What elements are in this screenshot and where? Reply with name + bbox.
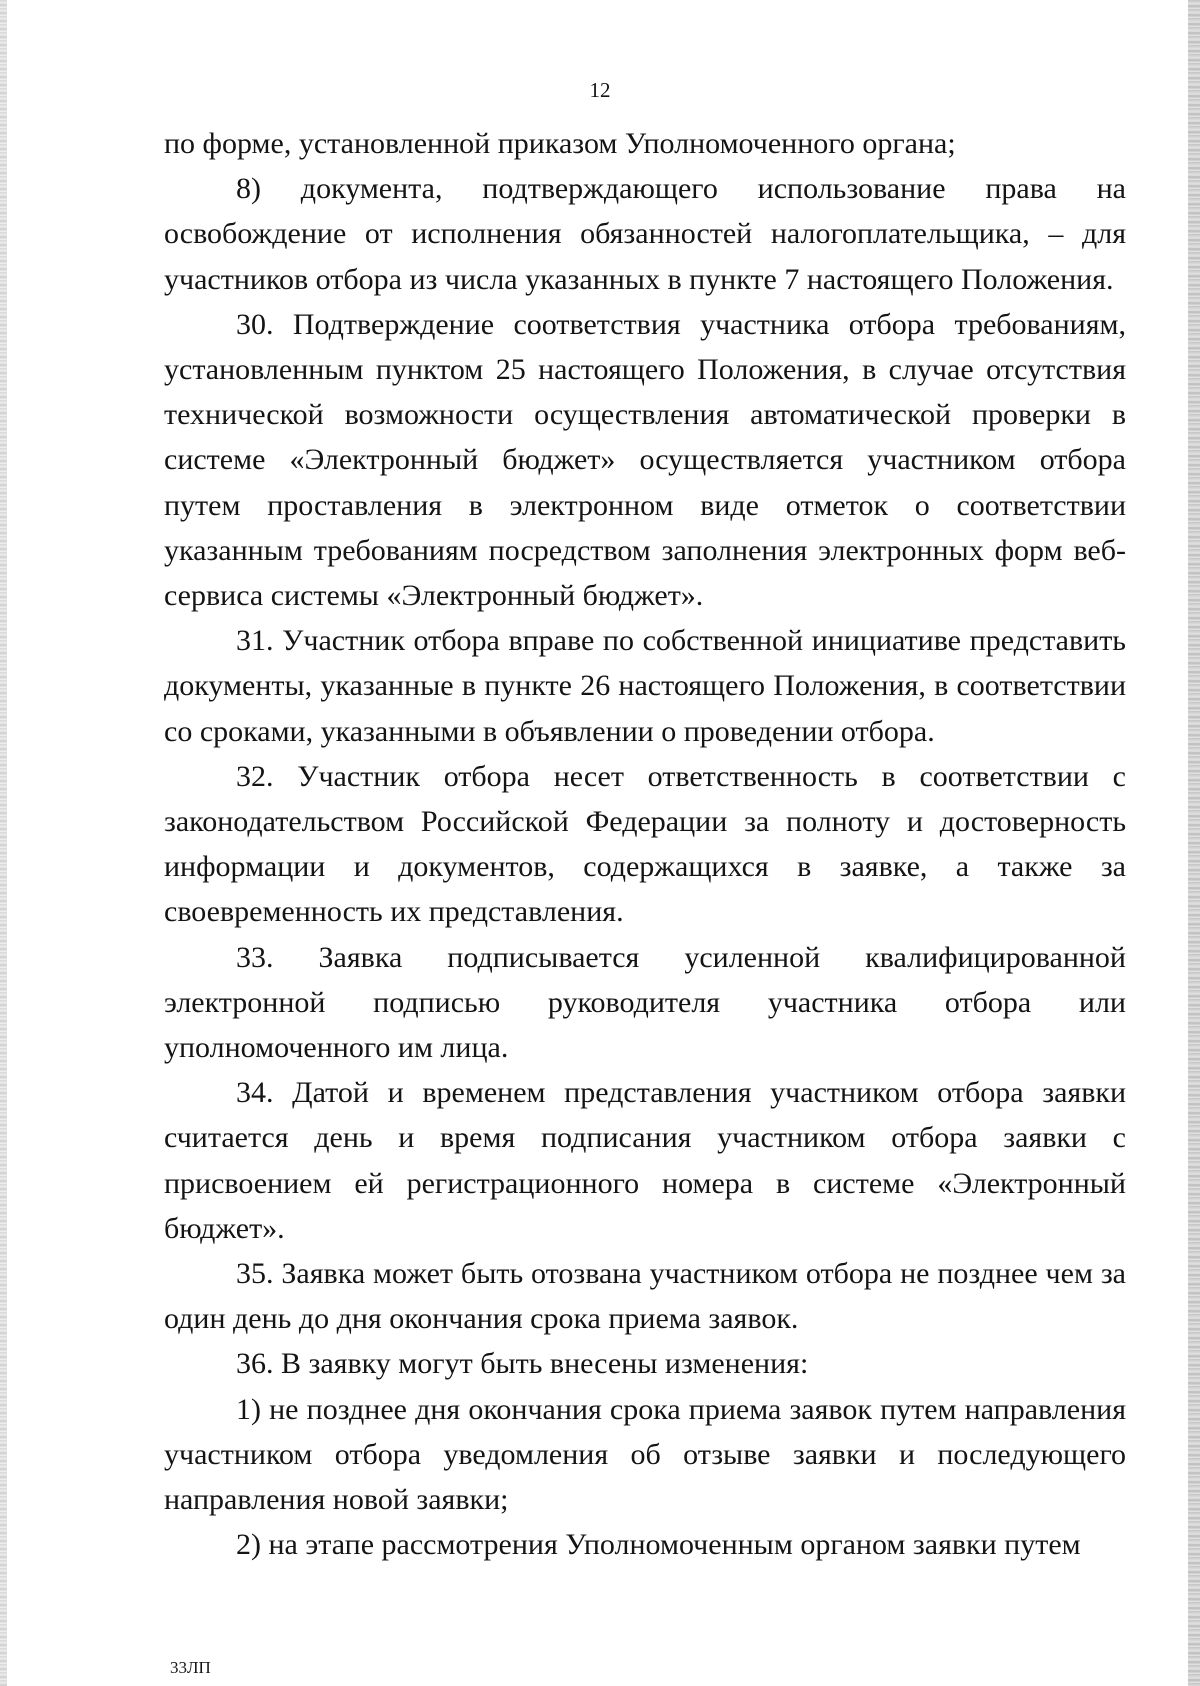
paragraph-36: 36. В заявку могут быть внесены изменения:	[236, 1347, 809, 1381]
footer-code: 33ЛП	[170, 1658, 211, 1677]
page-number: 12	[589, 78, 611, 102]
paragraph-30: 30. Подтверждение соответствия участника отбора требованиям, установленным пунктом 25 настоящего Положения, в случае отсутствия технической возможности осуществления автоматической проверки в системе «Электронный бюджет» осуществляется участником отбора путем проставления в электронном виде отметок о соответствии указанным требованиям посредством заполнения электронных форм веб-сервиса системы «Электронный бюджет».	[164, 307, 1126, 613]
paragraph-31: 31. Участник отбора вправе по собственной инициативе представить документы, указанные в пункте 26 настоящего Положения, в соответствии со сроками, указанными в объявлении о проведении отбора.	[164, 624, 1126, 748]
paragraph-34: 34. Датой и временем представления участником отбора заявки считается день и время подписания участником отбора заявки с присвоением ей регистрационного номера в системе «Электронный бюджет».	[164, 1076, 1126, 1245]
paragraph-item-8: 8) документа, подтверждающего использование права на освобождение от исполнения обязанностей налогоплательщика, – для участников отбора из числа указанных в пункте 7 настоящего Положения.	[164, 172, 1126, 296]
paragraph-36-item-2: 2) на этапе рассмотрения Уполномоченным органом заявки путем	[236, 1528, 1081, 1562]
scan-edge-right	[1188, 0, 1200, 1686]
paragraph-33: 33. Заявка подписывается усиленной квалифицированной электронной подписью руководителя участника отбора или уполномоченного им лица.	[164, 940, 1126, 1065]
scan-edge-left	[0, 0, 7, 1686]
paragraph-continuation: по форме, установленной приказом Уполномоченного органа;	[164, 127, 956, 160]
paragraph-35: 35. Заявка может быть отозвана участником отбора не позднее чем за один день до дня окончания срока приема заявок.	[164, 1257, 1126, 1336]
paragraph-32: 32. Участник отбора несет ответственность в соответствии с законодательством Российской Федерации за полноту и достоверность информации и документов, содержащихся в заявке, а также за своевременность их представления.	[164, 759, 1126, 929]
document-body	[164, 121, 1126, 1568]
paragraph-36-item-1: 1) не позднее дня окончания срока приема заявок путем направления участником отбора уведомления об отзыве заявки и последующего направления новой заявки;	[164, 1392, 1126, 1517]
